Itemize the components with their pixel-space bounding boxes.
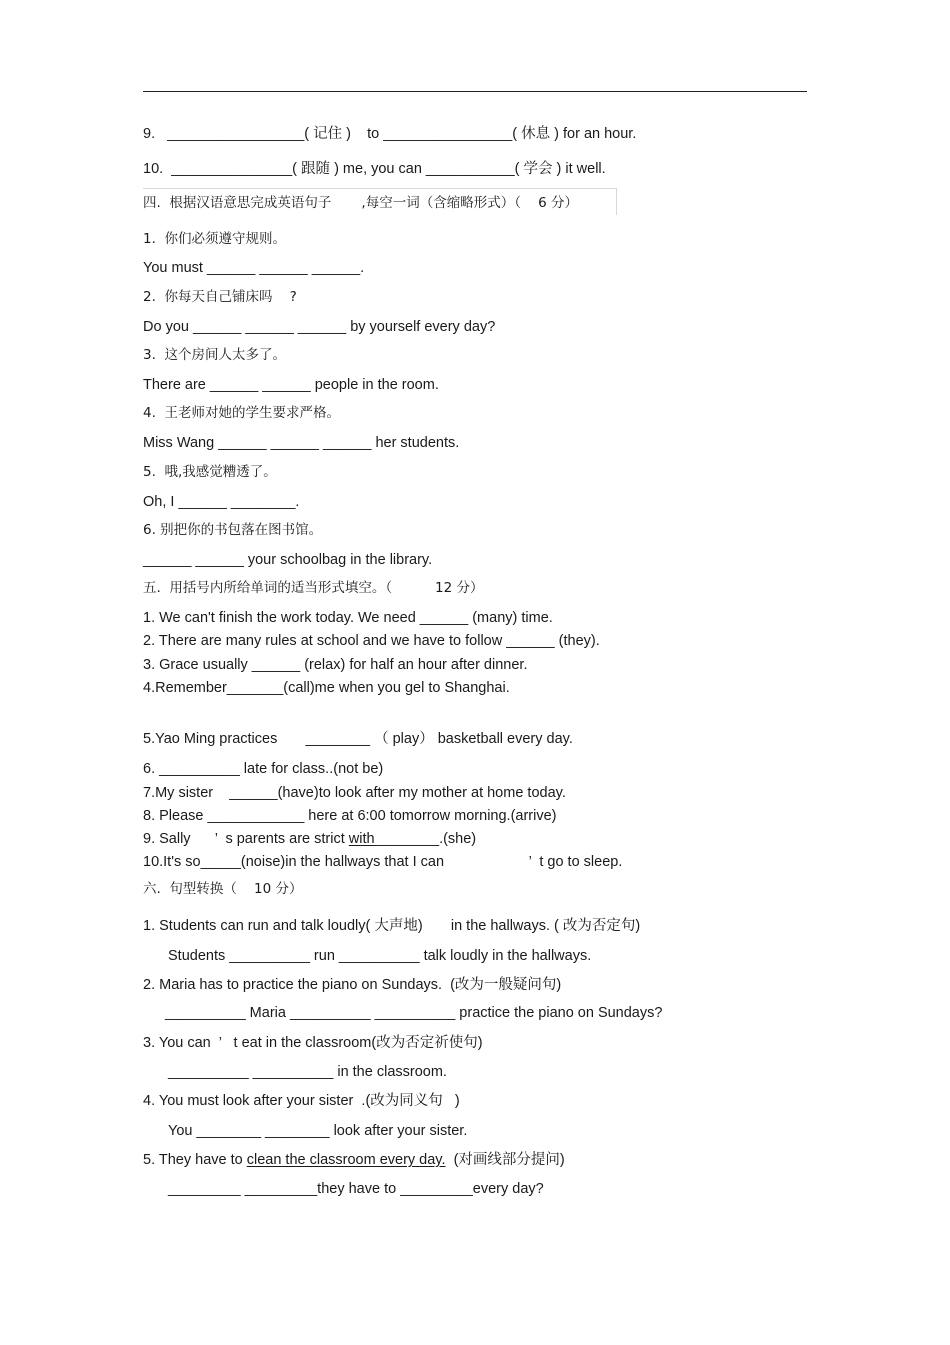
part5-item-9-underlined: with — [348, 831, 375, 847]
part6-item-1-answer: Students __________ run __________ talk loudly in the hallways. — [168, 948, 592, 964]
part4-item-3-cn: 3. 这个房间人太多了。 — [143, 347, 286, 363]
part4-item-2-en: Do you ______ ______ ______ by yourself every day? — [143, 319, 496, 335]
part5-item-7: 7.My sister ______(have)to look after my mother at home today. — [143, 785, 566, 801]
part3-q10: 10. _______________( 跟随 ) me, you can ___________( 学会 ) it well. — [143, 161, 606, 177]
part5-item-9-tail: ________.(she) — [374, 831, 477, 847]
part6-item-5-head: 5. They have to — [143, 1152, 247, 1168]
part5-item-6: 6. __________ late for class..(not be) — [143, 761, 384, 777]
part6-item-2-answer: __________ Maria __________ __________ practice the piano on Sundays? — [165, 1005, 663, 1021]
part5-item-3: 3. Grace usually ______ (relax) for half an hour after dinner. — [143, 657, 528, 673]
part4-item-4-cn: 4. 王老师对她的学生要求严格。 — [143, 405, 340, 421]
part4-item-3-en: There are ______ ______ people in the room. — [143, 377, 439, 393]
part5-item-5: 5.Yao Ming practices ________ （ play） basketball every day. — [143, 731, 573, 747]
part4-item-5-en: Oh, I ______ ________. — [143, 494, 300, 510]
part6-item-1-question: 1. Students can run and talk loudly( 大声地) in the hallways. ( 改为否定句) — [143, 918, 641, 934]
part5-item-10: 10.It's so_____(noise)in the hallways that I can ’ t go to sleep. — [143, 854, 623, 870]
part4-item-6-en: ______ ______ your schoolbag in the library. — [143, 552, 433, 568]
header-rule — [143, 91, 807, 92]
part5-item-9 — [143, 830, 476, 848]
part6-item-5-tail: (对画线部分提问) — [445, 1152, 565, 1168]
part6-item-5-question — [143, 1151, 565, 1169]
part5-item-1: 1. We can't finish the work today. We need ______ (many) time. — [143, 610, 553, 626]
part6-item-3-answer: __________ __________ in the classroom. — [168, 1064, 447, 1080]
part6-item-4-answer: You ________ ________ look after your sister. — [168, 1123, 468, 1139]
part6-item-3-question: 3. You can ’ t eat in the classroom(改为否定祈使句) — [143, 1035, 483, 1051]
part6-item-2-question: 2. Maria has to practice the piano on Sundays. (改为一般疑问句) — [143, 977, 562, 993]
part4-item-5-cn: 5. 哦,我感觉糟透了。 — [143, 464, 277, 480]
part6-title: 六. 句型转换（ 10 分） — [143, 881, 303, 897]
part4-item-1-en: You must ______ ______ ______. — [143, 260, 365, 276]
part4-item-1-cn: 1. 你们必须遵守规则。 — [143, 231, 286, 247]
part3-q9: 9. _________________( 记住 ) to ________________( 休息 ) for an hour. — [143, 126, 637, 142]
part5-item-4: 4.Remember_______(call)me when you gel to Shanghai. — [143, 680, 510, 696]
part6-item-5-underlined: clean the classroom every day. — [246, 1152, 446, 1168]
part5-title: 五. 用括号内所给单词的适当形式填空。（ 12 分） — [143, 580, 484, 596]
part6-item-4-question: 4. You must look after your sister .(改为同义句 ) — [143, 1093, 460, 1109]
part4-item-2-cn: 2. 你每天自己铺床吗 ? — [143, 289, 297, 305]
part4-title: 四. 根据汉语意思完成英语句子 ,每空一词（含缩略形式）（ 6 分） — [143, 195, 578, 211]
part5-item-8: 8. Please ____________ here at 6:00 tomorrow morning.(arrive) — [143, 808, 557, 824]
part5-item-9-head: 9. Sally ’ s parents are strict — [143, 831, 349, 847]
part5-item-2: 2. There are many rules at school and we have to follow ______ (they). — [143, 633, 600, 649]
part6-item-5-answer: _________ _________they have to _________every day? — [168, 1181, 544, 1197]
part4-item-4-en: Miss Wang ______ ______ ______ her students. — [143, 435, 460, 451]
part4-item-6-cn: 6. 别把你的书包落在图书馆。 — [143, 522, 323, 538]
